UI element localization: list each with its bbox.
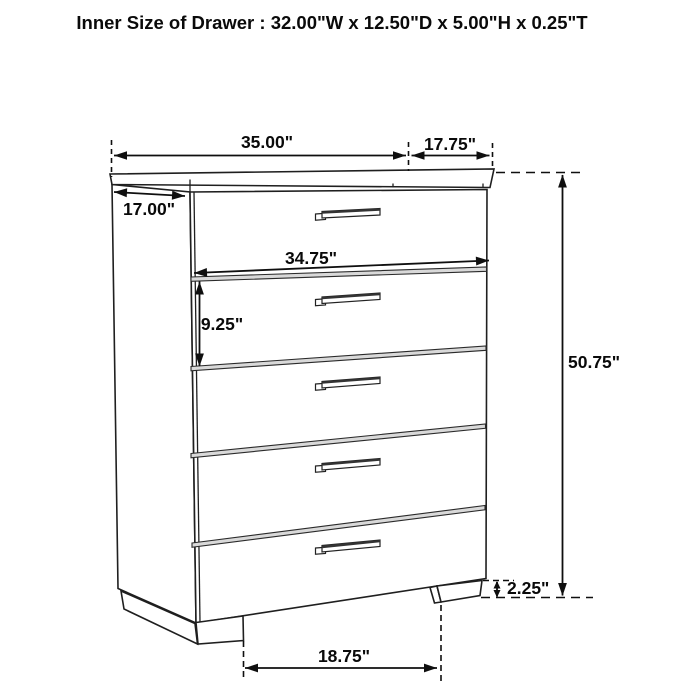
label-drawer-width: 34.75" xyxy=(284,248,338,268)
label-leg-spacing: 18.75" xyxy=(317,646,371,666)
top-slab xyxy=(110,169,494,188)
label-base-height: 2.25" xyxy=(507,578,550,598)
page-title: Inner Size of Drawer : 32.00"W x 12.50"D x 5.00"H x 0.25"T xyxy=(76,12,588,33)
dimension-overall-height xyxy=(481,173,620,598)
dimension-leg-spacing xyxy=(244,605,442,681)
label-top-depth: 17.75" xyxy=(423,134,477,154)
label-drawer-height: 9.25" xyxy=(200,314,244,334)
label-side-depth: 17.00" xyxy=(122,199,176,219)
dimension-base-height xyxy=(483,578,549,598)
front-face xyxy=(190,190,487,624)
label-top-width: 35.00" xyxy=(240,132,294,152)
label-overall-height: 50.75" xyxy=(568,352,621,372)
chest-drawing xyxy=(110,169,494,644)
dimension-top-depth xyxy=(412,134,493,170)
side-panel xyxy=(112,185,196,624)
